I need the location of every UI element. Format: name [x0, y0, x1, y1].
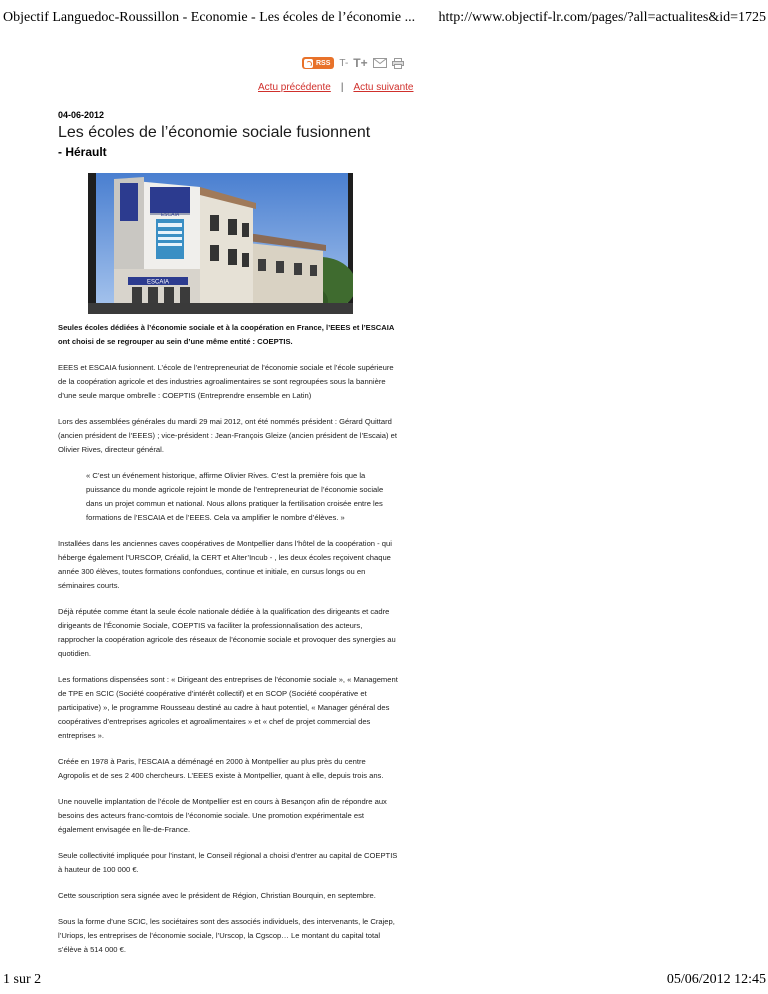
previous-article-link[interactable]: Actu précédente [258, 82, 331, 93]
page-counter: 1 sur 2 [3, 972, 42, 987]
article-lead: Seules écoles dédiées à l’économie sociale et à la coopération en France, l’EEES et l’ESCAIA ont choisi de se regrouper au sein d’une même entité : COEPTIS. [58, 323, 395, 346]
article-paragraph: Sous la forme d’une SCIC, les sociétaires sont des associés individuels, des intervenants, le Crajep, l’Uriops, les entreprises de l’économie sociale, l’Urscop, la Cgscop… Le montant du capital total s’élève à 514 000 €. [58, 917, 395, 954]
browser-header-url: http://www.objectif-lr.com/pages/?all=actualites&id=1725 [438, 10, 766, 25]
article-paragraph: Les formations dispensées sont : « Dirigeant des entreprises de l’économie sociale », « Management de TPE en SCIC (Société coopérative d’intérêt collectif) et en SCOP (Société coopérative et participative) », le programme Rousseau destiné au cadre à haut potentiel, « Manager général des coopératives d’entreprises agricoles et agroalimentaires » et « chef de projet commercial des entreprises ». [58, 675, 398, 740]
article-body [58, 321, 398, 969]
article-subtitle: - Hérault [58, 145, 107, 159]
article-photo [88, 173, 353, 314]
browser-header-title: Objectif Languedoc-Roussillon - Economie - Les écoles de l’économie ... [3, 10, 416, 25]
building-illustration [88, 173, 353, 314]
article-navigation [258, 82, 413, 93]
print-timestamp: 05/06/2012 12:45 [666, 972, 766, 987]
article-toolbar [302, 56, 404, 70]
next-article-link[interactable]: Actu suivante [353, 82, 414, 93]
article-paragraph: Installées dans les anciennes caves coopératives de Montpellier dans l’hôtel de la coopération - qui héberge également l’URSCOP, Créalid, la CERT et Alter’Incub - , les deux écoles reçoivent chaque année 300 élèves, toutes formations confondues, continue et initiale, en cursus longs ou en séminaires courts. [58, 539, 392, 590]
article-paragraph: Une nouvelle implantation de l’école de Montpellier est en cours à Besançon afin de répondre aux besoins des acteurs franc-comtois de l’économie sociale. Une promotion expérimentale est également envisagée en Île-de-France. [58, 797, 387, 834]
article-paragraph: EEES et ESCAIA fusionnent. L’école de l’entrepreneuriat de l’économie sociale et l’école supérieure de la coopération agricole et des industries agroalimentaires se sont regroupées sous la bannière d’une seule marque ombrelle : COEPTIS (Entreprendre ensemble en Latin) [58, 363, 394, 400]
article-paragraph: Déjà réputée comme étant la seule école nationale dédiée à la qualification des dirigeants et cadre dirigeants de l’Économie Sociale, COEPTIS va faciliter la professionnalisation des acteurs, rapprocher la coopération agricole des réseaux de l’économie sociale et provoquer des synergies au quotidien. [58, 607, 396, 658]
text-bigger-button[interactable]: T+ [353, 56, 368, 70]
text-smaller-button[interactable]: T- [339, 57, 349, 69]
article-date: 04-06-2012 [58, 110, 105, 120]
article-paragraph: Cette souscription sera signée avec le président de Région, Christian Bourquin, en septembre. [58, 891, 376, 900]
rss-icon [304, 59, 313, 68]
article-title: Les écoles de l’économie sociale fusionnent [58, 124, 371, 141]
article-paragraph: Créée en 1978 à Paris, l’ESCAIA a déménagé en 2000 à Montpellier au plus près du centre Agropolis et de ses 2 400 chercheurs. L’EEES existe à Montpellier, quant à elle, depuis trois ans. [58, 757, 384, 780]
envelope-icon[interactable] [373, 58, 387, 68]
article-quote: « C’est un événement historique, affirme Olivier Rives. C’est la première fois que la puissance du monde agricole rejoint le monde de l’entrepreneuriat de l’économie sociale dans un projet commun et national. Nous allons pratiquer la fertilisation croisée entre les formations de l’ESCAIA et de l’EEES. Cela va amplifier le nombre d’élèves. » [86, 471, 384, 522]
entrance-sign: ESCAIA [146, 279, 170, 286]
article-paragraph: Lors des assemblées générales du mardi 29 mai 2012, ont été nommés président : Gérard Quittard (ancien président de l’EEES) ; vice-président : Jean-François Gleize (ancien président de l’Escaia) et Olivier Rives, directeur général. [58, 417, 397, 454]
rss-label: RSS [316, 59, 331, 67]
tower-sign: ESCAIA [160, 212, 180, 218]
article-paragraph: Seule collectivité impliquée pour l’instant, le Conseil régional a choisi d’entrer au capital de COEPTIS à hauteur de 100 000 €. [58, 851, 398, 874]
rss-button[interactable] [302, 57, 334, 69]
nav-separator: | [340, 82, 344, 93]
printer-icon[interactable] [392, 58, 404, 69]
